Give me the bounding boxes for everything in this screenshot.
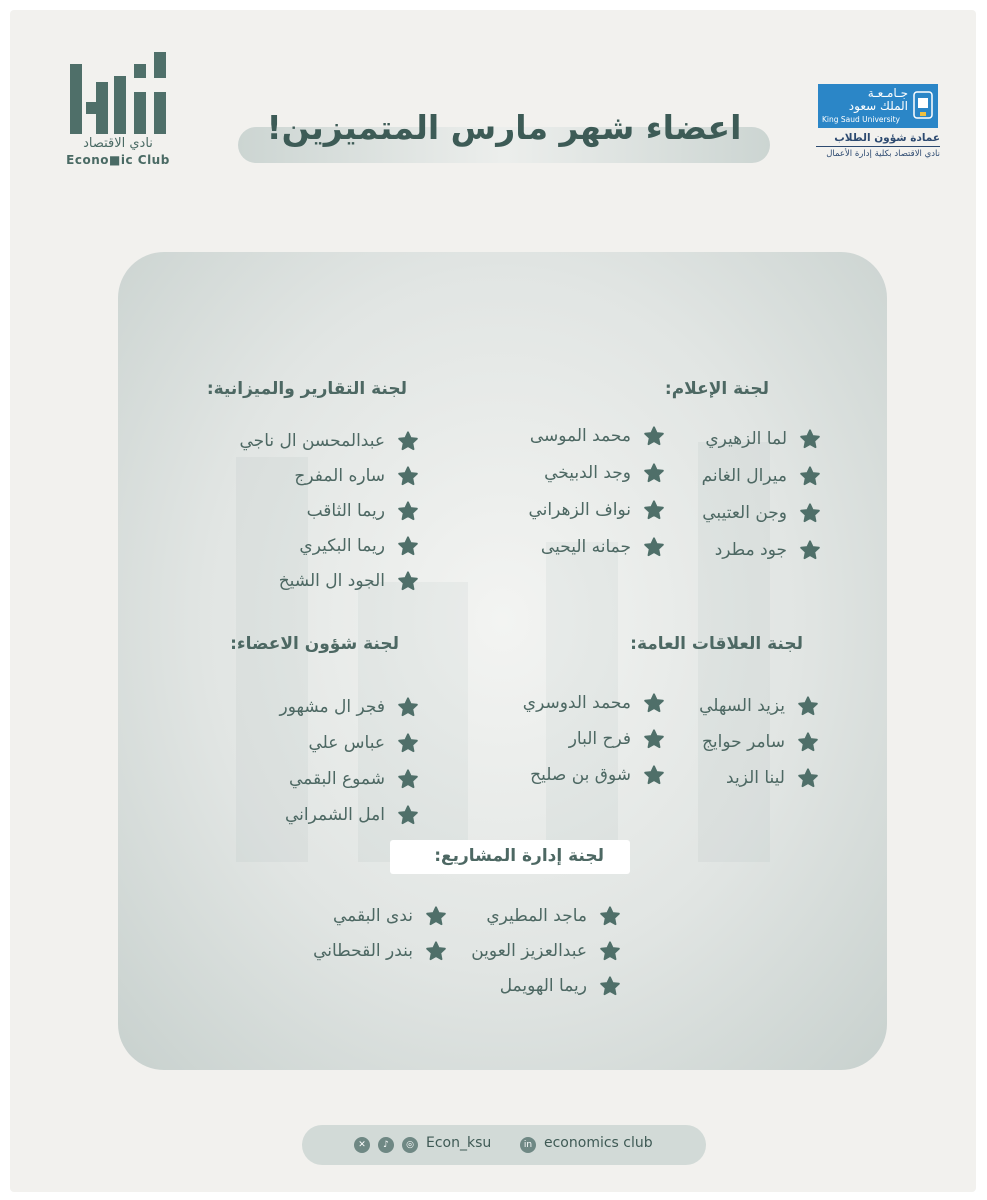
club-logo: [58, 52, 178, 172]
member-name: فرح البار: [568, 729, 631, 749]
member-item: [299, 532, 419, 560]
star-icon: [799, 428, 821, 450]
member-item: [530, 761, 665, 789]
member-item: [702, 462, 821, 490]
member-name: شموع البقمي: [288, 769, 385, 789]
page: [10, 10, 976, 1192]
star-icon: [425, 940, 447, 962]
member-name: ندى البقمي: [333, 906, 413, 926]
member-name: الجود ال الشيخ: [278, 571, 385, 591]
star-icon: [797, 731, 819, 753]
star-icon: [643, 536, 665, 558]
instagram-icon[interactable]: ◎: [402, 1137, 418, 1153]
star-icon: [799, 502, 821, 524]
star-icon: [397, 804, 419, 826]
member-name: جود مطرد: [714, 540, 787, 560]
member-name: وجن العتيبي: [702, 503, 787, 523]
member-item: [544, 459, 665, 487]
member-name: وجد الدبيخي: [544, 463, 631, 483]
footer-social-bar: [302, 1125, 706, 1165]
member-name: عبدالعزيز العوين: [471, 941, 587, 961]
member-item: [289, 765, 419, 793]
university-name-line1: جـامـعـة: [867, 86, 908, 100]
member-item: [715, 536, 821, 564]
member-name: فجر ال مشهور: [279, 697, 385, 717]
committee-title-projects: لجنة إدارة المشاريع:: [434, 846, 604, 866]
star-icon: [397, 500, 419, 522]
star-icon: [397, 570, 419, 592]
member-item: [294, 462, 419, 490]
member-item: [280, 693, 419, 721]
star-icon: [599, 975, 621, 997]
star-icon: [397, 535, 419, 557]
member-name: عباس علي: [308, 733, 385, 753]
star-icon: [397, 430, 419, 452]
star-icon: [643, 425, 665, 447]
star-icon: [643, 764, 665, 786]
tiktok-icon[interactable]: ♪: [378, 1137, 394, 1153]
member-name: ماجد المطيري: [486, 906, 587, 926]
member-name: لما الزهيري: [705, 429, 787, 449]
member-item: [702, 499, 821, 527]
member-name: يزيد السهلي: [699, 696, 785, 716]
star-icon: [643, 692, 665, 714]
committee-title-reports: لجنة التقارير والميزانية:: [206, 379, 407, 399]
club-logo-mark-icon: [64, 52, 174, 134]
member-item: [528, 496, 665, 524]
member-item: [333, 902, 447, 930]
star-icon: [643, 728, 665, 750]
member-name: جمانه اليحيى: [540, 537, 631, 557]
member-item: [500, 972, 621, 1000]
member-item: [279, 567, 419, 595]
committee-title-members-affairs: لجنة شؤون الاعضاء:: [230, 634, 399, 654]
star-icon: [599, 940, 621, 962]
university-logo-divider: [816, 146, 940, 147]
linkedin-name[interactable]: economics club: [544, 1135, 653, 1151]
member-item: [726, 764, 819, 792]
star-icon: [797, 767, 819, 789]
member-item: [308, 729, 419, 757]
university-logo: [816, 74, 940, 164]
committees-panel: [118, 252, 887, 1070]
member-item: [486, 902, 621, 930]
page-title: اعضاء شهر مارس المتميزين!: [266, 108, 742, 147]
star-icon: [397, 465, 419, 487]
university-name-line2: الملك سعود: [848, 99, 908, 113]
member-item: [702, 728, 819, 756]
star-icon: [643, 499, 665, 521]
member-name: عبدالمحسن ال ناجي: [239, 431, 385, 451]
star-icon: [643, 462, 665, 484]
deanship-label: عمادة شؤون الطلاب: [834, 132, 940, 144]
committee-title-public-relations: لجنة العلاقات العامة:: [630, 634, 803, 654]
member-name: ساره المفرج: [294, 466, 385, 486]
member-item: [541, 533, 665, 561]
member-name: ريما البكيري: [299, 536, 385, 556]
member-item: [523, 689, 665, 717]
member-name: سامر حوايج: [701, 732, 785, 752]
star-icon: [599, 905, 621, 927]
star-icon: [799, 465, 821, 487]
social-handle[interactable]: Econ_ksu: [426, 1135, 492, 1151]
member-name: محمد الدوسري: [522, 693, 631, 713]
university-logo-box: [818, 84, 938, 128]
member-name: ريما الثاقب: [306, 501, 385, 521]
star-icon: [797, 695, 819, 717]
university-emblem-icon: [912, 90, 934, 122]
member-name: شوق بن صليح: [530, 765, 631, 785]
member-name: نواف الزهراني: [528, 500, 631, 520]
x-icon[interactable]: ✕: [354, 1137, 370, 1153]
member-item: [240, 427, 419, 455]
star-icon: [425, 905, 447, 927]
club-name-arabic: نادي الاقتصاد: [83, 136, 153, 151]
star-icon: [397, 696, 419, 718]
member-name: ميرال الغانم: [701, 466, 787, 486]
committee-title-media: لجنة الإعلام:: [664, 379, 769, 399]
club-note-label: نادي الاقتصاد بكلية إدارة الأعمال: [826, 149, 940, 159]
star-icon: [397, 768, 419, 790]
member-item: [313, 937, 447, 965]
member-name: امل الشمراني: [284, 805, 385, 825]
member-item: [471, 937, 621, 965]
linkedin-icon[interactable]: in: [520, 1137, 536, 1153]
member-name: محمد الموسى: [529, 426, 631, 446]
member-item: [307, 497, 419, 525]
member-item: [699, 692, 819, 720]
member-name: ريما الهويمل: [499, 976, 587, 996]
member-item: [530, 422, 665, 450]
member-item: [285, 801, 419, 829]
star-icon: [799, 539, 821, 561]
club-name-english: Econo■ic Club: [66, 153, 170, 167]
member-item: [705, 425, 821, 453]
member-name: لينا الزيد: [726, 768, 785, 788]
university-name-english: King Saud University: [822, 115, 900, 124]
member-item: [569, 725, 665, 753]
member-name: بندر القحطاني: [313, 941, 413, 961]
star-icon: [397, 732, 419, 754]
